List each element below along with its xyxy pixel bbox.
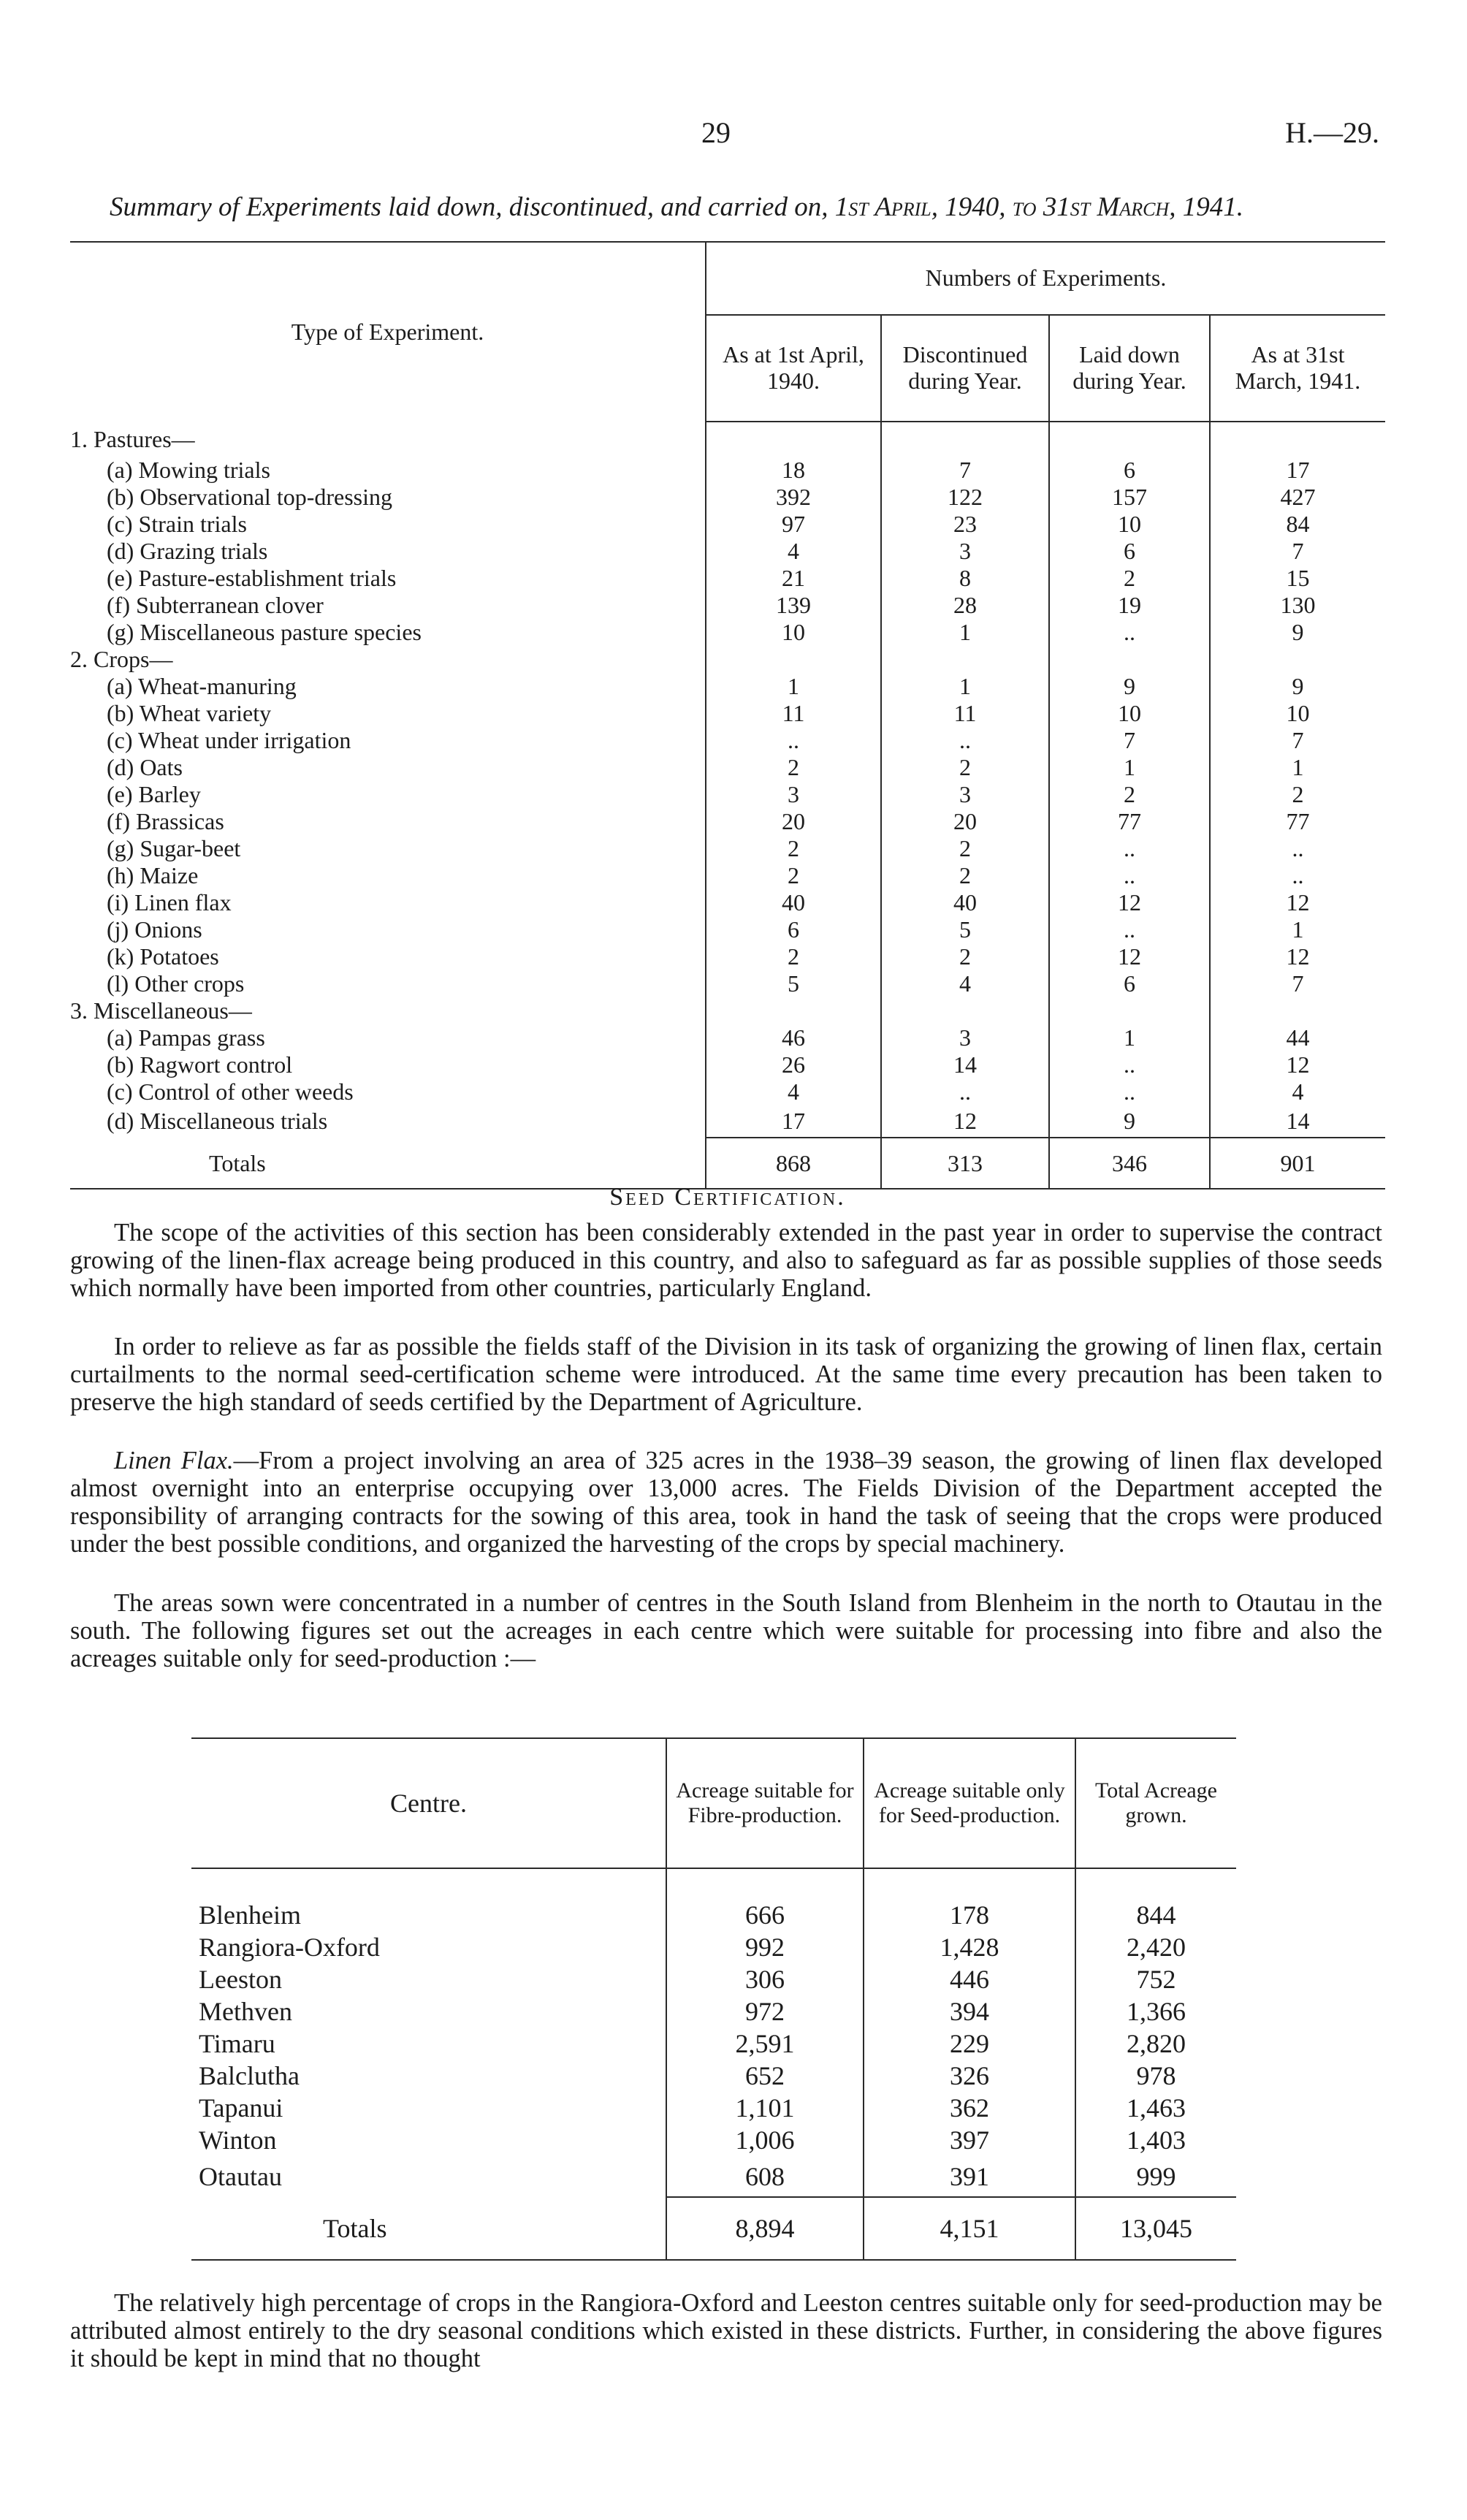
cell: 3 xyxy=(881,1024,1049,1051)
cell: .. xyxy=(881,727,1049,754)
table-row xyxy=(70,754,1385,781)
cell: 157 xyxy=(1049,484,1210,511)
table-row xyxy=(191,1995,1236,2028)
table-row xyxy=(70,511,1385,538)
cell: 12 xyxy=(1210,889,1385,916)
cell: 19 xyxy=(1049,592,1210,619)
cell: 394 xyxy=(864,1995,1075,2028)
cell: 40 xyxy=(881,889,1049,916)
cell: 1 xyxy=(1049,1024,1210,1051)
cell: 1,101 xyxy=(666,2092,864,2124)
cell: 2 xyxy=(881,943,1049,970)
section-heading: Seed Certification. xyxy=(609,1184,846,1211)
cell: 5 xyxy=(706,970,881,997)
cell: 2,420 xyxy=(1075,1931,1236,1963)
table-row xyxy=(191,2124,1236,2156)
cell: 1 xyxy=(881,619,1049,646)
cell: 1 xyxy=(1049,754,1210,781)
row-label: (g) Miscellaneous pasture species xyxy=(107,619,422,645)
row-label: (b) Observational top-dressing xyxy=(107,484,393,510)
cell: .. xyxy=(1210,835,1385,862)
cell: 2,591 xyxy=(666,2028,864,2060)
total-cell: 8,894 xyxy=(666,2197,864,2260)
row-label: (a) Mowing trials xyxy=(107,457,270,483)
cell: 6 xyxy=(1049,538,1210,565)
cell: 992 xyxy=(666,1931,864,1963)
table-row xyxy=(70,700,1385,727)
cell: 7 xyxy=(1210,538,1385,565)
cell: 20 xyxy=(881,808,1049,835)
cell: 17 xyxy=(706,1105,881,1138)
cell: 12 xyxy=(1210,943,1385,970)
row-label: (k) Potatoes xyxy=(107,943,219,970)
table-row xyxy=(191,2060,1236,2092)
cell: 752 xyxy=(1075,1963,1236,1995)
cell: 178 xyxy=(864,1899,1075,1931)
cell: 3 xyxy=(706,781,881,808)
col-header-laid-down: Laid down during Year. xyxy=(1049,315,1210,422)
cell: 229 xyxy=(864,2028,1075,2060)
cell: 26 xyxy=(706,1051,881,1078)
cell: 306 xyxy=(666,1963,864,1995)
cell: 12 xyxy=(881,1105,1049,1138)
cell: 362 xyxy=(864,2092,1075,2124)
cell: 9 xyxy=(1210,619,1385,646)
table-row xyxy=(70,1105,1385,1138)
table-row xyxy=(70,970,1385,997)
totals-label: Totals xyxy=(191,2197,666,2260)
cell: 326 xyxy=(864,2060,1075,2092)
cell: 10 xyxy=(1210,700,1385,727)
cell: 1,366 xyxy=(1075,1995,1236,2028)
row-label: (a) Pampas grass xyxy=(107,1024,265,1051)
cell: 10 xyxy=(1049,700,1210,727)
cell: 6 xyxy=(1049,970,1210,997)
centre-name: Methven xyxy=(199,1997,292,2026)
row-label: (e) Pasture-establishment trials xyxy=(107,565,397,591)
cell: 1 xyxy=(881,673,1049,700)
table-row xyxy=(70,889,1385,916)
cell: 2 xyxy=(706,754,881,781)
cell: 2 xyxy=(1049,565,1210,592)
cell: 6 xyxy=(706,916,881,943)
cell: 12 xyxy=(1210,1051,1385,1078)
cell: 7 xyxy=(881,457,1049,484)
cell: 77 xyxy=(1210,808,1385,835)
centre-header: Centre. xyxy=(191,1738,666,1868)
cell: 1 xyxy=(1210,754,1385,781)
paragraph-3-text: —From a project involving an area of 325 acres in the 1938–39 season, the growing of linen flax developed almost overnight into an enterprise occupying over 13,000 acres. The Fields Division of the Department accepted the responsibility of arranging contracts for the sowing of this area, took in hand the task of seeing that the crops were produced under the best possible conditions, and organized the harvesting of the crops by special machinery. xyxy=(70,1447,1382,1558)
total-cell: 313 xyxy=(881,1138,1049,1189)
cell: 978 xyxy=(1075,2060,1236,2092)
cell: 21 xyxy=(706,565,881,592)
col-header-31st-march-1941: As at 31st March, 1941. xyxy=(1210,315,1385,422)
row-label: (d) Oats xyxy=(107,754,183,780)
cell: 1 xyxy=(706,673,881,700)
cell: 2 xyxy=(881,862,1049,889)
acreage-table xyxy=(191,1737,1236,2261)
total-cell: 868 xyxy=(706,1138,881,1189)
table-row xyxy=(70,673,1385,700)
table-row xyxy=(70,538,1385,565)
table-row xyxy=(70,457,1385,484)
row-label: (i) Linen flax xyxy=(107,889,232,916)
paragraph-1: The scope of the activities of this section has been considerably extended in the past year in order to supervise the contract growing of the linen-flax acreage being produced in this country, and also to safeguard as far as possible supplies of those seeds which normally have been imported from other countries, particularly England. xyxy=(70,1219,1382,1302)
cell: 17 xyxy=(1210,457,1385,484)
cell: 1,006 xyxy=(666,2124,864,2156)
table-row xyxy=(70,727,1385,754)
centre-name: Balclutha xyxy=(199,2061,300,2090)
col-header-discontinued: Discontinued during Year. xyxy=(881,315,1049,422)
cell: .. xyxy=(1049,619,1210,646)
col-header-1st-april-1940: As at 1st April, 1940. xyxy=(706,315,881,422)
centre-name: Winton xyxy=(199,2125,277,2155)
table-row xyxy=(70,835,1385,862)
totals-label: Totals xyxy=(70,1138,706,1189)
col-header-fibre: Acreage suitable for Fibre-production. xyxy=(666,1738,864,1868)
table-row xyxy=(70,1078,1385,1105)
cell: 46 xyxy=(706,1024,881,1051)
cell: .. xyxy=(1049,916,1210,943)
cell: 14 xyxy=(881,1051,1049,1078)
table-row xyxy=(191,1899,1236,1931)
table-row xyxy=(191,2092,1236,2124)
cell: 999 xyxy=(1075,2156,1236,2197)
table-row xyxy=(191,1931,1236,1963)
centre-name: Timaru xyxy=(199,2029,275,2058)
experiments-table xyxy=(70,241,1385,1189)
cell: 2 xyxy=(881,835,1049,862)
table-row xyxy=(70,1024,1385,1051)
cell: .. xyxy=(1049,835,1210,862)
cell: 139 xyxy=(706,592,881,619)
total-cell: 4,151 xyxy=(864,2197,1075,2260)
cell: 446 xyxy=(864,1963,1075,1995)
cell: 11 xyxy=(881,700,1049,727)
col-header-seed: Acreage suitable only for Seed-production. xyxy=(864,1738,1075,1868)
row-label: (e) Barley xyxy=(107,781,201,807)
row-label: (c) Strain trials xyxy=(107,511,247,537)
cell: 4 xyxy=(706,1078,881,1105)
row-label: (j) Onions xyxy=(107,916,202,943)
table-row xyxy=(191,1963,1236,1995)
row-label: (b) Ragwort control xyxy=(107,1051,293,1078)
cell: 77 xyxy=(1049,808,1210,835)
cell: 972 xyxy=(666,1995,864,2028)
cell: 9 xyxy=(1049,1105,1210,1138)
section-title-miscellaneous: 3. Miscellaneous— xyxy=(70,997,252,1024)
section-title-pastures: 1. Pastures— xyxy=(70,425,195,452)
cell: 9 xyxy=(1049,673,1210,700)
cell: 2 xyxy=(881,754,1049,781)
cell: 40 xyxy=(706,889,881,916)
table-row xyxy=(70,916,1385,943)
cell: 1,463 xyxy=(1075,2092,1236,2124)
cell: 427 xyxy=(1210,484,1385,511)
cell: 97 xyxy=(706,511,881,538)
document-reference: H.—29. xyxy=(1285,116,1379,149)
cell: 4 xyxy=(706,538,881,565)
row-label: (a) Wheat-manuring xyxy=(107,673,297,699)
paragraph-3 xyxy=(70,1447,1382,1558)
cell: 12 xyxy=(1049,889,1210,916)
cell: 7 xyxy=(1049,727,1210,754)
cell: 1,403 xyxy=(1075,2124,1236,2156)
type-of-experiment-header: Type of Experiment. xyxy=(70,242,706,422)
cell: 14 xyxy=(1210,1105,1385,1138)
cell: 122 xyxy=(881,484,1049,511)
row-label: (d) Miscellaneous trials xyxy=(107,1108,328,1134)
cell: 1 xyxy=(1210,916,1385,943)
totals-row xyxy=(191,2197,1236,2260)
cell: 11 xyxy=(706,700,881,727)
row-label: (b) Wheat variety xyxy=(107,700,272,726)
centre-name: Tapanui xyxy=(199,2093,283,2123)
table-row xyxy=(70,862,1385,889)
row-label: (g) Sugar-beet xyxy=(107,835,241,861)
row-label: (f) Subterranean clover xyxy=(107,592,324,618)
cell: 84 xyxy=(1210,511,1385,538)
cell: .. xyxy=(1210,862,1385,889)
cell: 18 xyxy=(706,457,881,484)
cell: 6 xyxy=(1049,457,1210,484)
paragraph-2: In order to relieve as far as possible the fields staff of the Division in its task of organizing the growing of linen flax, certain curtailments to the normal seed-certification scheme were introduced. At the same time every precaution has been taken to preserve the high standard of seeds certified by the Department of Agriculture. xyxy=(70,1333,1382,1416)
cell: 3 xyxy=(881,538,1049,565)
cell: 608 xyxy=(666,2156,864,2197)
cell: 10 xyxy=(706,619,881,646)
cell: 2,820 xyxy=(1075,2028,1236,2060)
table-row xyxy=(70,1051,1385,1078)
col-header-total: Total Acreage grown. xyxy=(1075,1738,1236,1868)
cell: 392 xyxy=(706,484,881,511)
cell: .. xyxy=(1049,1078,1210,1105)
cell: 391 xyxy=(864,2156,1075,2197)
table-row xyxy=(70,781,1385,808)
paragraph-lead: Linen Flax. xyxy=(114,1447,234,1474)
centre-name: Rangiora-Oxford xyxy=(199,1933,380,1962)
total-cell: 13,045 xyxy=(1075,2197,1236,2260)
cell: 2 xyxy=(706,835,881,862)
cell: .. xyxy=(1049,1051,1210,1078)
table1-caption xyxy=(110,191,1379,223)
table-row xyxy=(70,592,1385,619)
cell: 666 xyxy=(666,1899,864,1931)
cell: 2 xyxy=(1210,781,1385,808)
cell: 9 xyxy=(1210,673,1385,700)
section-title-crops: 2. Crops— xyxy=(70,646,173,672)
table-row xyxy=(70,484,1385,511)
centre-name: Leeston xyxy=(199,1965,282,1994)
table-row xyxy=(70,619,1385,646)
centre-name: Otautau xyxy=(199,2162,282,2191)
cell: 5 xyxy=(881,916,1049,943)
row-label: (c) Wheat under irrigation xyxy=(107,727,351,753)
table-row xyxy=(70,565,1385,592)
paragraph-5: The relatively high percentage of crops in the Rangiora-Oxford and Leeston centres suitable only for seed-production may be attributed almost entirely to the dry seasonal conditions which existed in these districts. Further, in considering the above figures it should be kept in mind that no thought xyxy=(70,2289,1382,2372)
cell: 8 xyxy=(881,565,1049,592)
cell: 844 xyxy=(1075,1899,1236,1931)
cell: 10 xyxy=(1049,511,1210,538)
caption-part-1: Summary of Experiments laid down, discontinued, and carried on, xyxy=(110,192,835,222)
cell: 2 xyxy=(706,943,881,970)
totals-row xyxy=(70,1138,1385,1189)
table-row xyxy=(191,2028,1236,2060)
cell: 130 xyxy=(1210,592,1385,619)
caption-part-2: 1st April, 1940, to 31st March, 1941. xyxy=(834,192,1243,222)
cell: 397 xyxy=(864,2124,1075,2156)
row-label: (h) Maize xyxy=(107,862,199,888)
cell: 28 xyxy=(881,592,1049,619)
numbers-of-experiments-header: Numbers of Experiments. xyxy=(706,242,1385,315)
total-cell: 901 xyxy=(1210,1138,1385,1189)
cell: 4 xyxy=(881,970,1049,997)
cell: 23 xyxy=(881,511,1049,538)
cell: 44 xyxy=(1210,1024,1385,1051)
cell: 7 xyxy=(1210,727,1385,754)
cell: 15 xyxy=(1210,565,1385,592)
table-row xyxy=(70,943,1385,970)
cell: 20 xyxy=(706,808,881,835)
cell: 12 xyxy=(1049,943,1210,970)
cell: 652 xyxy=(666,2060,864,2092)
table-row xyxy=(191,2156,1236,2197)
page-number: 29 xyxy=(701,116,731,149)
row-label: (f) Brassicas xyxy=(107,808,224,834)
cell: 3 xyxy=(881,781,1049,808)
total-cell: 346 xyxy=(1049,1138,1210,1189)
table-row xyxy=(70,808,1385,835)
cell: .. xyxy=(706,727,881,754)
row-label: (c) Control of other weeds xyxy=(107,1078,354,1105)
cell: .. xyxy=(881,1078,1049,1105)
cell: 1,428 xyxy=(864,1931,1075,1963)
paragraph-4: The areas sown were concentrated in a number of centres in the South Island from Blenheim in the north to Otautau in the south. The following figures set out the acreages in each centre which were suitable for processing into fibre and also the acreages suitable only for seed-production :— xyxy=(70,1589,1382,1672)
row-label: (l) Other crops xyxy=(107,970,245,997)
cell: 2 xyxy=(1049,781,1210,808)
cell: 2 xyxy=(706,862,881,889)
row-label: (d) Grazing trials xyxy=(107,538,268,564)
cell: 7 xyxy=(1210,970,1385,997)
cell: .. xyxy=(1049,862,1210,889)
centre-name: Blenheim xyxy=(199,1900,301,1930)
cell: 4 xyxy=(1210,1078,1385,1105)
